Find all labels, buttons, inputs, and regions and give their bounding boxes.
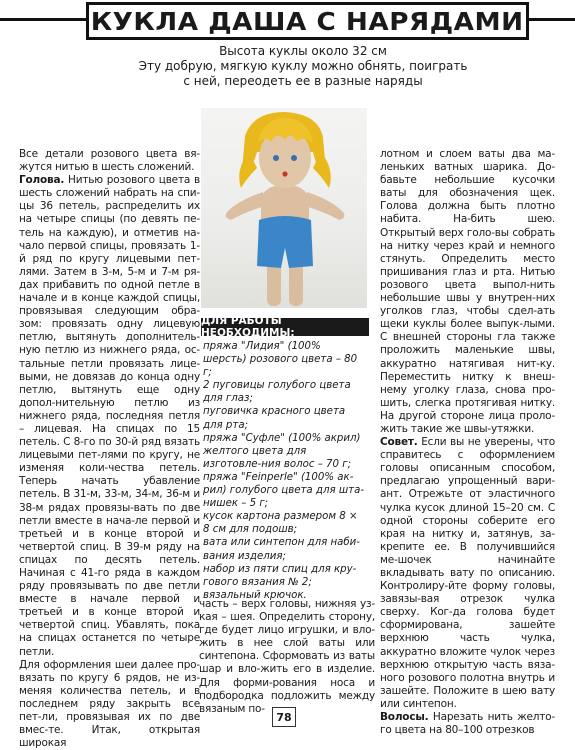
paragraph <box>380 436 555 711</box>
materials-item: пряжа "Суфле" (100% акрил) желтого цвета для изготовле-ния волос – 70 г; <box>203 432 361 470</box>
paragraph: лотном и слоем ваты два ма-леньких ватных шарика. До-бавьте небольшие кусочки ваты для обозначения щек. Голова должна быть плотно набита. На-бить шею. Открытый верх голо-вы собрать на нитку через край и немного стянуть. Определить место пришивания глаз и рта. Нитью розового цвета выпол-нить небольшие швы у внутрен-них уголков глаз, чтобы сдел-ать щеки куклы более выпук-лыми. С внешней стороны гла также проложить маленькие швы, аккуратно натягивая нит-ку. Переместить нитку к внеш-нему уголку глаза, снова про-шить, слегка протягивая нитку. На другой стороне лица проло-жить такие же швы-утяжки. <box>380 148 555 435</box>
title-rule-right <box>529 18 575 21</box>
paragraph-text: Нарезать нить желто-го цвета на 80–100 отрезков <box>380 711 555 737</box>
materials-item: пряжа "Feinperle" (100% ак-рил) голубого цвета для шта-нишек – 5 г; <box>203 471 364 510</box>
materials-item: пуговичка красного цвета для рта; <box>203 406 346 431</box>
intro <box>118 44 488 89</box>
page-number: 78 <box>272 707 296 727</box>
title-rule-left <box>0 18 86 21</box>
doll-illustration <box>201 108 367 308</box>
intro-line: Эту добрую, мягкую куклу можно обнять, поиграть <box>138 59 468 73</box>
section-heading: Голова. <box>19 174 65 187</box>
materials-list <box>203 340 367 602</box>
materials-item: вата или синтепон для наби-вания изделия; <box>203 537 360 562</box>
column-right <box>380 148 555 737</box>
intro-line: Высота куклы около 32 см <box>219 44 387 58</box>
materials-item: набор из пяти спиц для кру-гового вязания № 2; <box>203 563 357 588</box>
materials-heading: ДЛЯ РАБОТЫ НЕОБХОДИМЫ: <box>201 318 369 336</box>
intro-line: с ней, переодеть ее в разные наряды <box>183 74 423 88</box>
materials-item: 2 пуговицы голубого цвета для глаз; <box>203 380 351 405</box>
materials-item: пряжа "Лидия" (100% шерсть) розового цвета – 80 г; <box>203 341 358 379</box>
section-heading: Совет. <box>380 436 418 449</box>
paragraph <box>380 711 555 737</box>
title-text: КУКЛА ДАША С НАРЯДАМИ <box>91 6 524 36</box>
materials-item: вязальный крючок. <box>203 589 307 601</box>
paragraph: Для оформления шеи далее про-вязать по кругу 6 рядов, не из-меняя количества петель, и в последнем ряду закрыть все пет-ли, провязывая их по две вмес-те. Итак, открытая широкая <box>19 658 200 750</box>
paragraph: часть – верх головы, нижняя уз-кая – шея. Определить сторону, где будет лицо игрушки, и вло-жить в нее слой ваты или синтепона. Сформовать из ваты шар и вло-жить его в изделие. Для форми-рования носа и подбородка подложить между вязаным по- <box>199 598 375 715</box>
doll-photo <box>201 108 367 308</box>
paragraph <box>19 174 200 658</box>
materials-item: кусок картона размером 8 × 8 см для подошв; <box>203 511 358 536</box>
column-middle-bottom <box>199 598 375 716</box>
page-title <box>86 2 529 40</box>
paragraph-text: Если вы не уверены, что справитесь с оформлением головы описанным способом, предлагаю упрощенный вари-ант. Отрежьте от эластичного чулка кусок длиной 15–20 см. С одной стороны соберите его края на нитку и, затянув, за-крепите ее. В получившийся ме-шочек начинайте вкладывать вату по описанию. Контролиру-йте форму головы, завязы-вая отрезок чулка сверху. Ког-да голова будет сформирована, зашейте верхнюю часть чулка, аккуратно вложите чулок через верхнюю открытую часть вяза-ного розового полотна внутрь и зашейте. Положите в шею вату или синтепон. <box>380 436 555 710</box>
paragraph: Все детали розового цвета вя-жутся нитью в шесть сложений. <box>19 148 200 174</box>
section-heading: Волосы. <box>380 711 429 724</box>
column-left <box>19 148 200 750</box>
paragraph-text: Нитью розового цвета в шесть сложений набрать на спи-цы 36 петель, распределить их на четыре спицы (по девять пе-тель на каждую), и отметив на-чало первой спицы, провязать 1-й ряд по кругу лицевыми пет-лями. Затем в 3-м, 5-м и 7-м ря-дах прибавить по одной петле в начале и в конце каждой спицы, провязывая следующим обра-зом: провязать одну лицевую петлю, вытянуть дополнитель-ную петлю из нижнего ряда, ос-тальные петли провязать лице-выми, не довязав до конца одну петлю, вытянуть еще одну допол-нительную петлю из нижнего ряда, последняя петля – лицевая. На спицах по 15 петель. С 8-го по 30-й ряд вязать лицевыми пет-лями по кругу, не изменяя коли-чества петель. Теперь начать убавление петель. В 31-м, 33-м, 34-м, 36-м и 38-м рядах провязы-вать по две петли вместе в нача-ле первой и третьей и в конце второй и четвертой спиц. В 39-м ряду на спицах по десять петель. Начиная с 41-го ряда в каждом ряду провязывать по две петли вместе в начале первой и третьей и в конце второй и четвертой спиц. Убавлять, пока на спицах останется по четыре петли. <box>19 174 200 658</box>
